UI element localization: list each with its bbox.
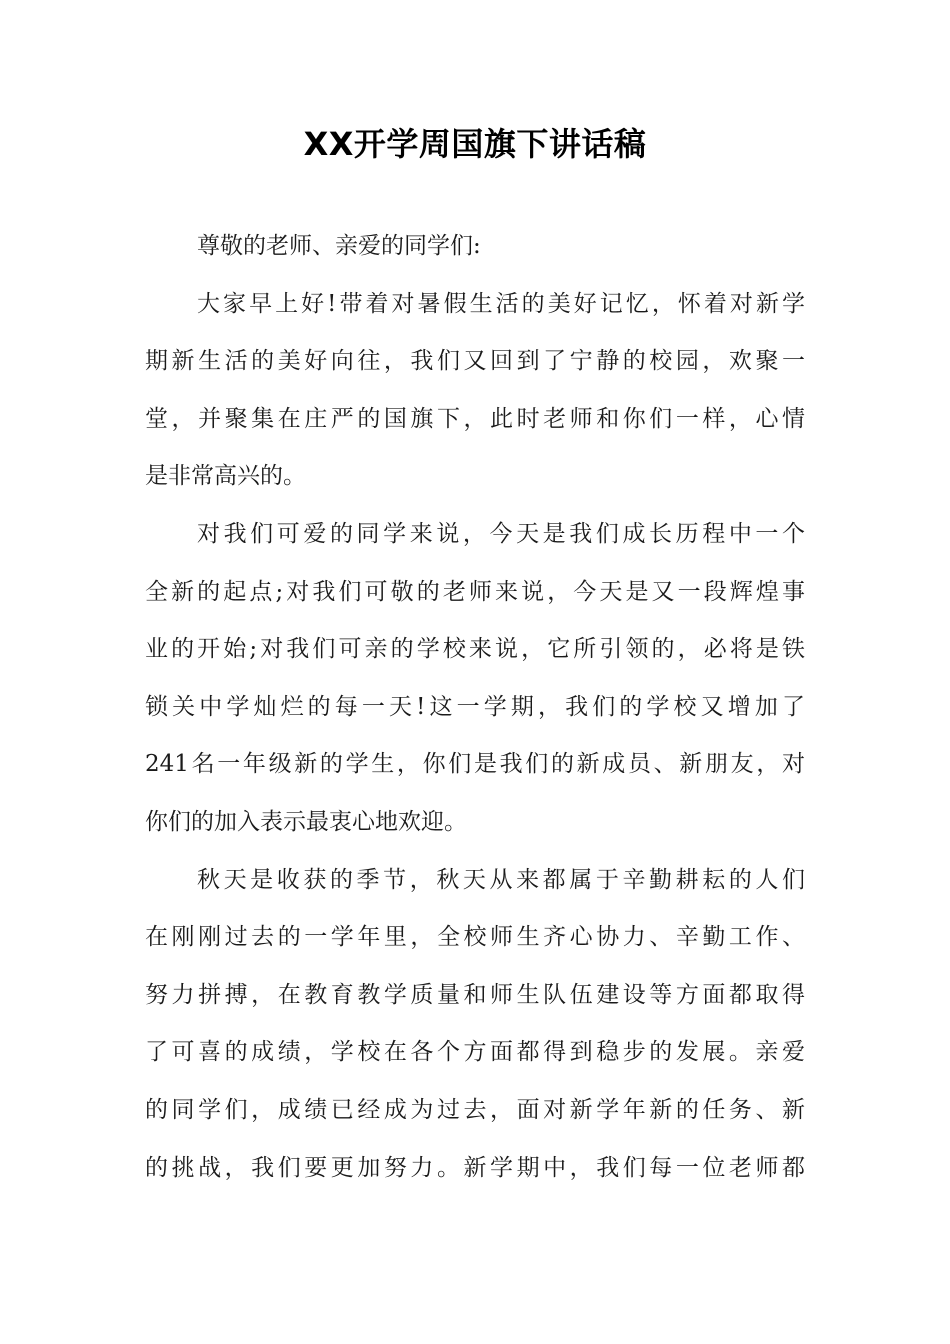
text-line: 期新生活的美好向往，我们又回到了宁静的校园，欢聚一	[145, 348, 805, 375]
text-line: 大家早上好!带着对暑假生活的美好记忆，怀着对新学	[197, 290, 805, 317]
text-line: 的挑战，我们要更加努力。新学期中，我们每一位老师都	[145, 1154, 805, 1181]
text-line: 对我们可爱的同学来说，今天是我们成长历程中一个	[197, 520, 805, 547]
text-line: 了可喜的成绩，学校在各个方面都得到稳步的发展。亲爱	[145, 1039, 805, 1066]
document-title: XX开学周国旗下讲话稿	[303, 125, 647, 163]
text-line: 在刚刚过去的一学年里，全校师生齐心协力、辛勤工作、	[145, 924, 805, 951]
text-line: 是非常高兴的。	[145, 463, 306, 490]
text-line: 你们的加入表示最衷心地欢迎。	[145, 808, 467, 835]
text-line: 全新的起点;对我们可敬的老师来说，今天是又一段辉煌事	[145, 578, 805, 605]
text-line: 业的开始;对我们可亲的学校来说，它所引领的，必将是铁	[145, 636, 805, 663]
document-body	[145, 218, 805, 1197]
text-line: 的同学们，成绩已经成为过去，面对新学年新的任务、新	[145, 1096, 805, 1123]
text-line: 努力拼搏，在教育教学质量和师生队伍建设等方面都取得	[145, 981, 805, 1008]
text-line: 秋天是收获的季节，秋天从来都属于辛勤耕耘的人们	[197, 866, 805, 893]
text-line: 堂，并聚集在庄严的国旗下，此时老师和你们一样，心情	[145, 405, 805, 432]
text-line: 241名一年级新的学生，你们是我们的新成员、新朋友，对	[145, 751, 805, 778]
text-line: 尊敬的老师、亲爱的同学们:	[197, 233, 481, 259]
text-line: 锁关中学灿烂的每一天!这一学期，我们的学校又增加了	[145, 693, 805, 720]
